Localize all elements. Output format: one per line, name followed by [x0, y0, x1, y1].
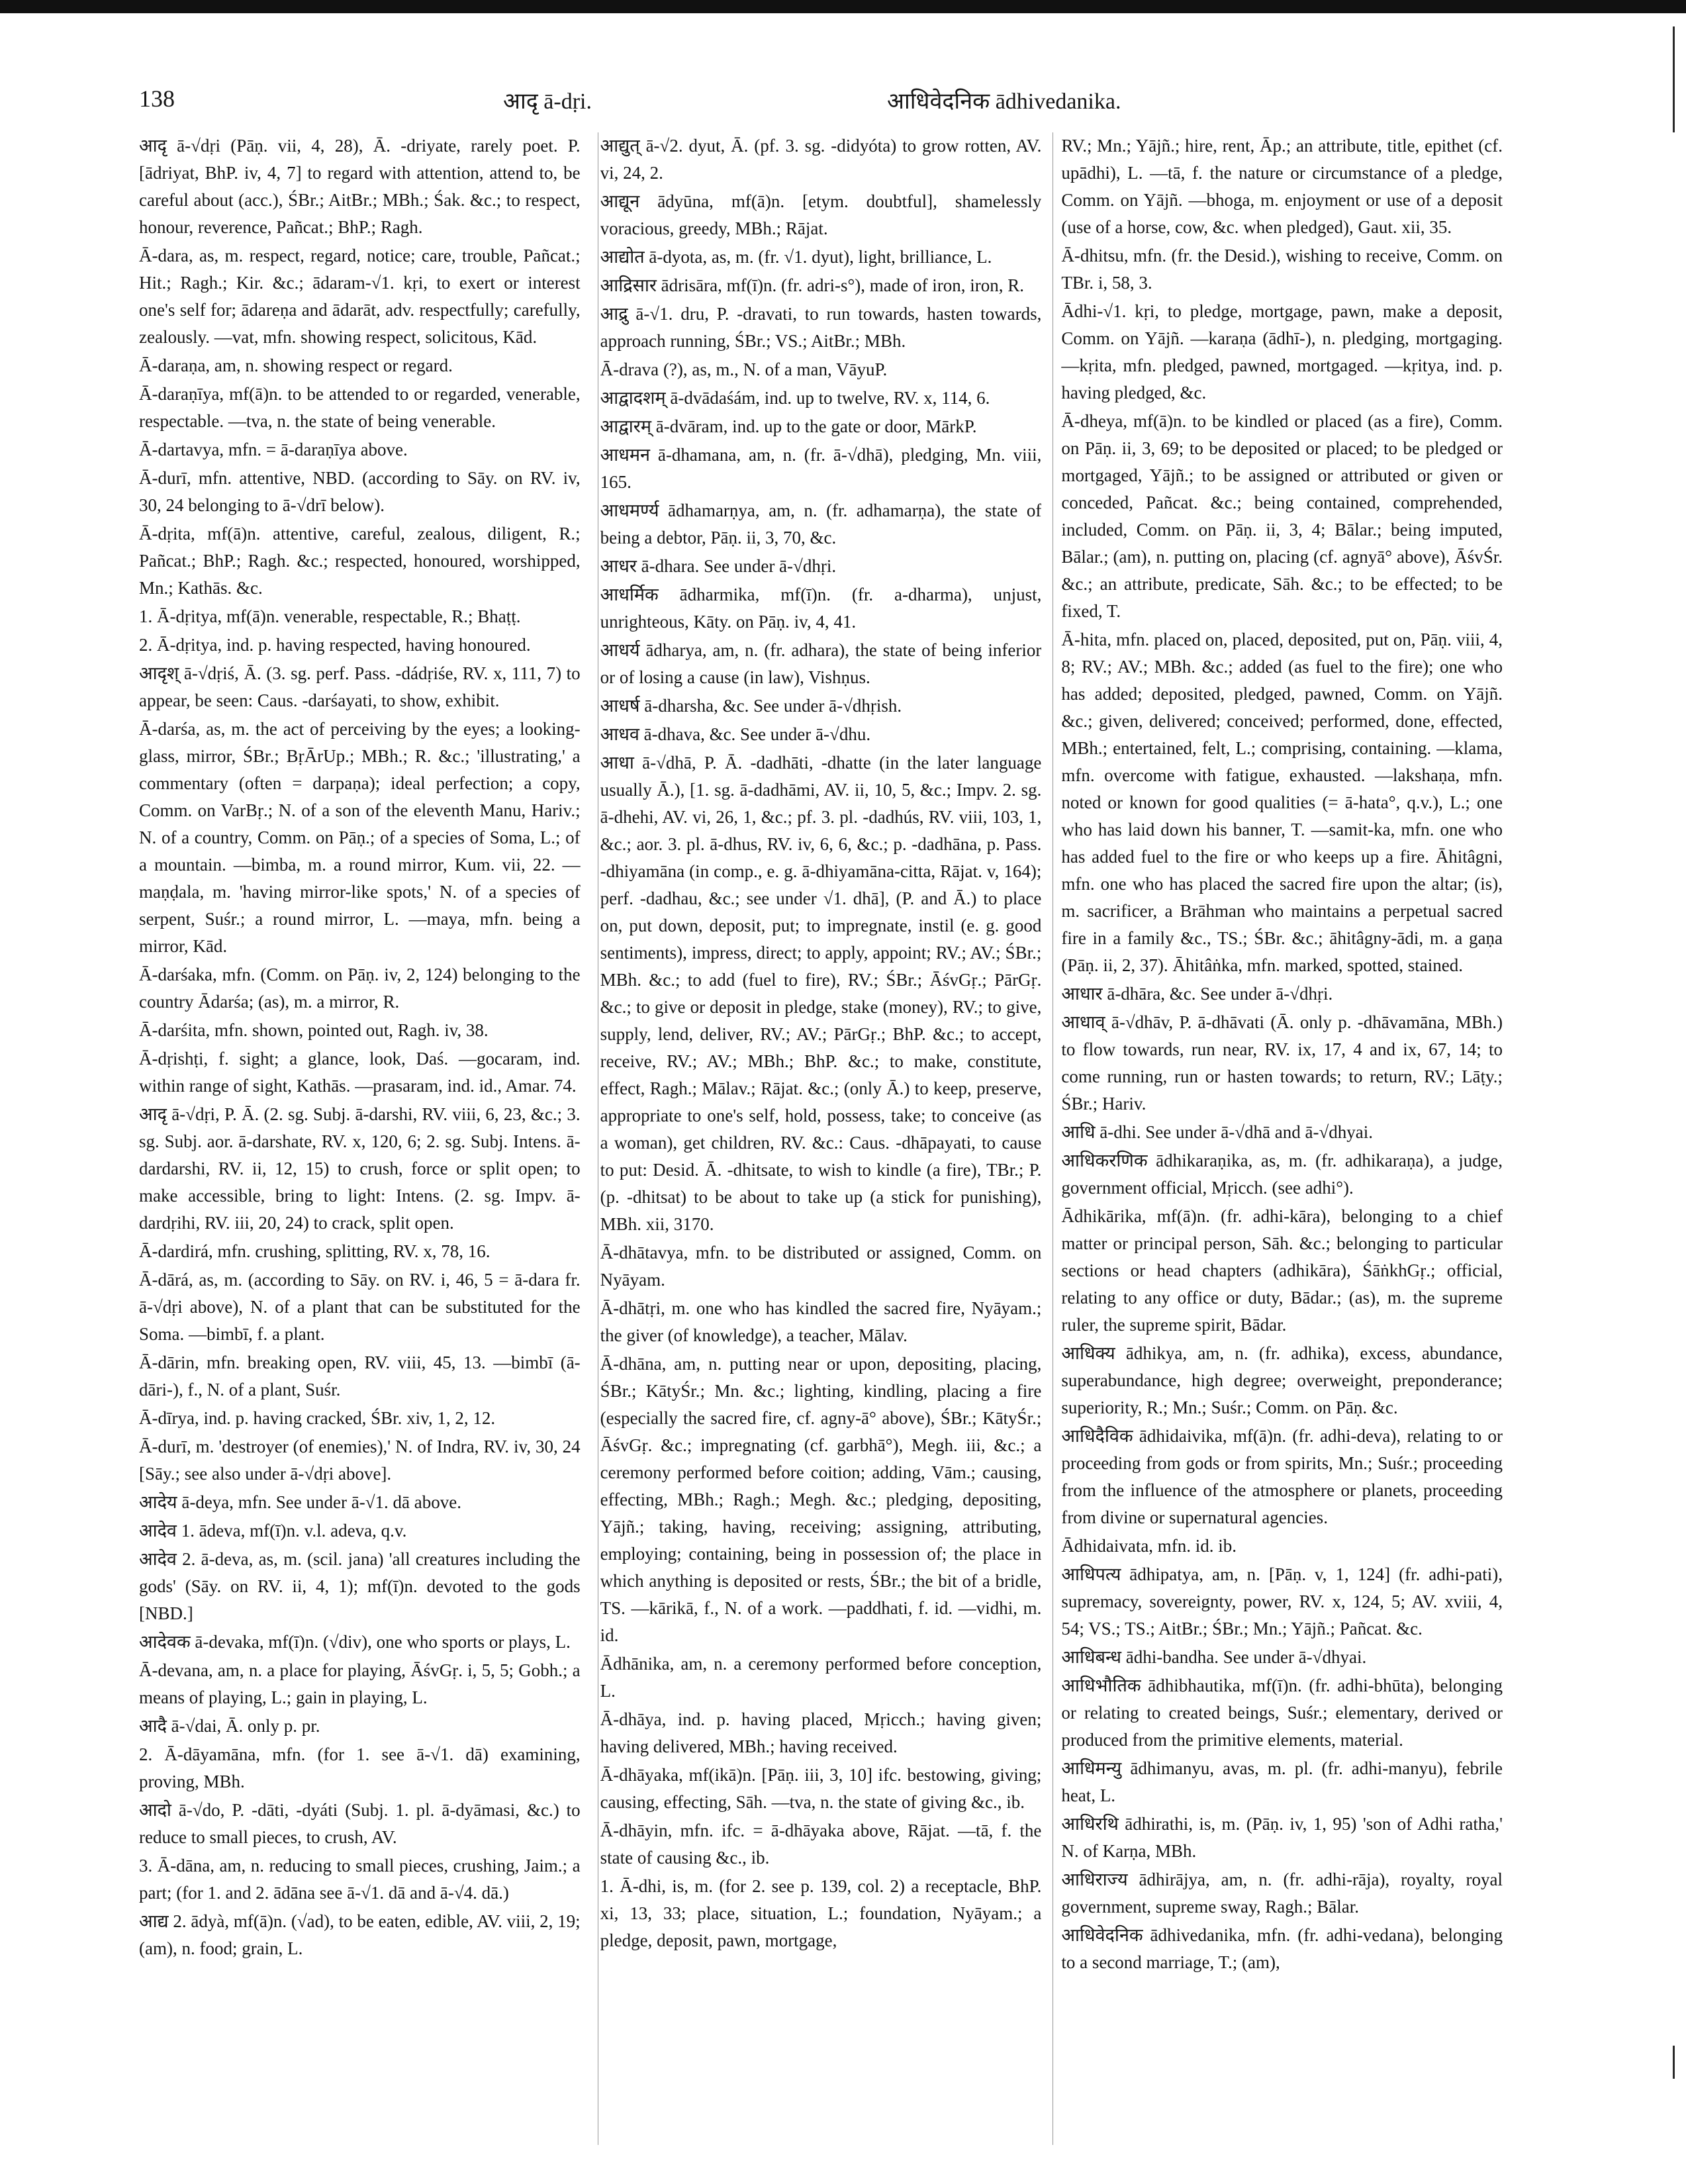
dictionary-entry: Ā-dartavya, mfn. = ā-daraṇīya above.	[139, 440, 408, 459]
dictionary-entry: आद्वारम् ā-dvāram, ind. up to the gate or door, MārkP.	[600, 416, 977, 436]
dictionary-entry: Ā-daraṇa, am, n. showing respect or regard.	[139, 356, 453, 375]
dictionary-entry: Ā-durī, mfn. attentive, NBD. (according to Sāy. on RV. iv, 30, 24 belonging to ā-√drī below).	[139, 468, 581, 515]
dictionary-entry: आधिकरणिक ādhikaraṇika, as, m. (fr. adhikaraṇa), a judge, government official, Mṛicch. (see adhi°).	[1061, 1151, 1503, 1198]
page-number: 138	[139, 85, 175, 112]
dictionary-entry: Ā-dhāya, ind. p. having placed, Mṛicch.; having given; having delivered, MBh.; having received.	[600, 1709, 1042, 1756]
dictionary-entry: आदृ ā-√dṛi, P. Ā. (2. sg. Subj. ā-darshi, RV. viii, 6, 23, &c.; 3. sg. Subj. aor. ā-darshate, RV. x, 120, 6; 2. sg. Subj. Intens. ā-dardarshi, RV. ii, 12, 15) to crush, force or split open; to make accessible, bring to light: Intens. (2. sg. Impv. ā-dardṛihi, RV. iii, 20, 24) to crack, split open.	[139, 1104, 581, 1233]
dictionary-entry: Ā-devana, am, n. a place for playing, ĀśvGṛ. i, 5, 5; Gobh.; a means of playing, L.; gain in playing, L.	[139, 1660, 581, 1707]
top-edge-rule	[0, 0, 1686, 13]
dictionary-entry: आधिमन्यु ādhimanyu, avas, m. pl. (fr. adhi-manyu), febrile heat, L.	[1061, 1758, 1503, 1805]
dictionary-entry: Ā-durī, m. 'destroyer (of enemies),' N. of Indra, RV. iv, 30, 24 [Sāy.; see also under ā-√dṛi above].	[139, 1437, 581, 1484]
dictionary-entry: Ā-darśa, as, m. the act of perceiving by the eyes; a looking-glass, mirror, ŚBr.; BṛĀrUp.; MBh.; R. &c.; 'illustrating,' a commentary (often = darpaṇa); ideal perfection; a copy, Comm. on VarBṛ.; N. of a son of the eleventh Manu, Hariv.; N. of a country, Comm. on Pāṇ.; of a species of Soma, L.; of a mountain. —bimba, m. a round mirror, Kum. vii, 22. —maṇḍala, m. 'having mirror-like spots,' N. of a species of serpent, Suśr.; a round mirror, L. —maya, mfn. being a mirror, Kād.	[139, 719, 581, 956]
dictionary-entry: Ādhānika, am, n. a ceremony performed before conception, L.	[600, 1654, 1042, 1701]
dictionary-entry: Ā-dhāyaka, mf(ikā)n. [Pāṇ. iii, 3, 10] ifc. bestowing, giving; causing, effecting, Sāh. —tva, n. the state of giving &c., ib.	[600, 1765, 1042, 1812]
dictionary-entry: आदेव 2. ā-deva, as, m. (scil. jana) 'all creatures including the gods' (Sāy. on RV. ii, 4, 1); mf(ī)n. devoted to the gods [NBD.]	[139, 1549, 581, 1623]
dictionary-entry: Ā-dhātavya, mfn. to be distributed or assigned, Comm. on Nyāyam.	[600, 1243, 1042, 1290]
dictionary-entry: आधर्मिक ādharmika, mf(ī)n. (fr. a-dharma), unjust, unrighteous, Kāty. on Pāṇ. iv, 4, 41.	[600, 585, 1042, 632]
dictionary-entry: Ā-dhāna, am, n. putting near or upon, depositing, placing, ŚBr.; KātyŚr.; Mn. &c.; lighting, kindling, placing a fire (especially the sacred fire, cf. agny-ā° above), ŚBr.; KātyŚr.; ĀśvGṛ. &c.; impregnating (cf. garbhā°), Megh. iii, &c.; a ceremony performed before coition; adding, Vām.; causing, effecting, MBh.; Ragh.; Megh. &c.; pledging, depositing, Yājñ.; taking, having, receiving; assigning, attributing, employing; containing, being in possession of; the place in which anything is deposited or rests, ŚBr.; the bit of a bridle, TS. —kārikā, f., N. of a work. —paddhati, f. id. —vidhi, m. id.	[600, 1354, 1042, 1645]
dictionary-entry: आदेवक ā-devaka, mf(ī)n. (√div), one who sports or plays, L.	[139, 1632, 571, 1652]
header-last-headword: आधिवेदनिक ādhivedanika.	[887, 89, 1121, 114]
dictionary-entry: 3. Ā-dāna, am, n. reducing to small pieces, crushing, Jaim.; a part; (for 1. and 2. ādāna see ā-√1. dā and ā-√4. dā.)	[139, 1856, 581, 1903]
dictionary-entry: आधव ā-dhava, &c. See under ā-√dhu.	[600, 724, 871, 744]
dictionary-entry: Ā-dara, as, m. respect, regard, notice; care, trouble, Pañcat.; Hit.; Ragh.; Kir. &c.; ādaram-√1. kṛi, to exert or interest one's self for; ādareṇa and ādarāt, adv. respectfully; carefully, zealously. —vat, mfn. showing respect, solicitous, Kād.	[139, 246, 581, 347]
column-2	[600, 132, 1042, 2145]
dictionary-entry: आधार ā-dhāra, &c. See under ā-√dhṛi.	[1061, 984, 1333, 1004]
dictionary-entry: आधिभौतिक ādhibhautika, mf(ī)n. (fr. adhi-bhūta), belonging or relating to created beings, Suśr.; elementary, derived or produced from the primitive elements, material.	[1061, 1676, 1503, 1750]
dictionary-entry: आदेय ā-deya, mfn. See under ā-√1. dā above.	[139, 1492, 461, 1512]
dictionary-entry: आद्रु ā-√1. dru, P. -dravati, to run towards, hasten towards, approach running, ŚBr.; VS.; AitBr.; MBh.	[600, 304, 1042, 351]
dictionary-entry: आदृश् ā-√dṛiś, Ā. (3. sg. perf. Pass. -dádṛiśe, RV. x, 111, 7) to appear, be seen: Caus. -darśayati, to show, exhibit.	[139, 663, 581, 710]
dictionary-entry: आधमर्ण्य ādhamarṇya, am, n. (fr. adhamarṇa), the state of being a debtor, Pāṇ. ii, 3, 70, &c.	[600, 500, 1042, 547]
dictionary-entry: Ā-hita, mfn. placed on, placed, deposited, put on, Pāṇ. viii, 4, 8; RV.; AV.; MBh. &c.; added (as fuel to the fire); one who has added; deposited, pledged, pawned, Comm. on Yājñ. &c.; given, delivered; conceived; performed, done, effected, MBh.; entertained, felt, L.; comprising, containing. —klama, mfn. overcome with fatigue, exhausted. —lakshaṇa, mfn. noted or known for good qualities (= ā-hata°, q.v.), L.; one who has laid down his banner, T. —samit-ka, mfn. one who has added fuel to the fire or who keeps up a fire. Āhitâgni, mfn. one who has placed the sacred fire upon the altar; (is), m. sacrificer, a Brāhman who maintains a perpetual sacred fire in a family &c., TS.; ŚBr. &c.; āhitâgny-ādi, m. a gaṇa (Pāṇ. ii, 2, 37). Āhitâṅka, mfn. marked, spotted, stained.	[1061, 630, 1503, 975]
dictionary-entry: 1. Ā-dhi, is, m. (for 2. see p. 139, col. 2) a receptacle, BhP. xi, 13, 33; place, situation, L.; foundation, Nyāyam.; a pledge, deposit, pawn, mortgage,	[600, 1876, 1042, 1950]
dictionary-entry: आधिरथि ādhirathi, is, m. (Pāṇ. iv, 1, 95) 'son of Adhi ratha,' N. of Karṇa, MBh.	[1061, 1814, 1503, 1861]
dictionary-entry: आद्यून ādyūna, mf(ā)n. [etym. doubtful], shamelessly voracious, greedy, MBh.; Rājat.	[600, 191, 1042, 238]
dictionary-entry: Ā-daraṇīya, mf(ā)n. to be attended to or regarded, venerable, respectable. —tva, n. the state of being venerable.	[139, 384, 581, 431]
dictionary-entry: Ā-darśaka, mfn. (Comm. on Pāṇ. iv, 2, 124) belonging to the country Ādarśa; (as), m. a mirror, R.	[139, 965, 581, 1012]
dictionary-entry: Ā-dhāyin, mfn. ifc. = ā-dhāyaka above, Rājat. —tā, f. the state of causing &c., ib.	[600, 1821, 1042, 1868]
dictionary-entry: आधर्य ādharya, am, n. (fr. adhara), the state of being inferior or of losing a cause (in law), Vishṇus.	[600, 640, 1042, 687]
dictionary-entry: आदै ā-√dai, Ā. only p. pr.	[139, 1716, 320, 1736]
dictionary-entry: Ā-darśita, mfn. shown, pointed out, Ragh. iv, 38.	[139, 1020, 489, 1040]
dictionary-entry: Ādhi-√1. kṛi, to pledge, mortgage, pawn, make a deposit, Comm. on Yājñ. —karaṇa (ādhī-), n. pledging, mortgaging. —kṛita, mfn. pledged, pawned, mortgaged. —kṛitya, ind. p. having pledged, &c.	[1061, 301, 1503, 403]
dictionary-entry: RV.; Mn.; Yājñ.; hire, rent, Āp.; an attribute, title, epithet (cf. upādhi), L. —tā, f. the nature or circumstance of a pledge, Comm. on Yājñ. —bhoga, m. enjoyment or use of a deposit (use of a horse, cow, &c. when pledged), Gaut. xii, 35.	[1061, 136, 1503, 237]
dictionary-entry: आधिराज्य ādhirājya, am, n. (fr. adhi-rāja), royalty, royal government, supreme sway, Ragh.; Bālar.	[1061, 1870, 1503, 1917]
dictionary-columns	[139, 132, 1503, 2145]
dictionary-entry: आदेव 1. ādeva, mf(ī)n. v.l. adeva, q.v.	[139, 1521, 407, 1541]
dictionary-entry: Ādhidaivata, mfn. id. ib.	[1061, 1536, 1237, 1556]
dictionary-entry: Ā-dṛishṭi, f. sight; a glance, look, Daś. —gocaram, ind. within range of sight, Kathās. —prasaram, ind. id., Amar. 74.	[139, 1049, 581, 1096]
dictionary-entry: Ā-dīrya, ind. p. having cracked, ŚBr. xiv, 1, 2, 12.	[139, 1408, 496, 1428]
dictionary-entry: आधिबन्ध ādhi-bandha. See under ā-√dhyai.	[1061, 1647, 1367, 1667]
dictionary-entry: आद्युत् ā-√2. dyut, Ā. (pf. 3. sg. -didyóta) to grow rotten, AV. vi, 24, 2.	[600, 136, 1042, 183]
dictionary-entry: Ādhikārika, mf(ā)n. (fr. adhi-kāra), belonging to a chief matter or principal person, Sāh. &c.; belonging to particular sections or head chapters (adhikāra), ŚāṅkhGṛ.; official, relating to any office or duty, Bādar.; (as), m. the supreme ruler, the supreme spirit, Bādar.	[1061, 1206, 1503, 1335]
dictionary-entry: Ā-drava (?), as, m., N. of a man, VāyuP.	[600, 359, 888, 379]
dictionary-entry: आधा ā-√dhā, P. Ā. -dadhāti, -dhatte (in the later language usually Ā.), [1. sg. ā-dadhāmi, AV. ii, 10, 5, &c.; Impv. 2. sg. ā-dhehi, AV. vi, 26, 1, &c.; pf. 3. pl. -dadhús, RV. viii, 103, 1, &c.; aor. 3. pl. ā-dhus, RV. iv, 6, 6, &c.; p. -dadhāna, p. Pass. -dhiyamāna (in comp., e. g. ā-dhiyamāna-citta, Rājat. v, 164); perf. -dadhau, &c.; see under √1. dhā], (P. and Ā.) to place on, put down, deposit, put; to impregnate, instil (e. g. good sentiments), impress, direct; to apply, appoint; RV.; AV.; ŚBr.; MBh. &c.; to add (fuel to fire), RV.; ŚBr.; ĀśvGṛ.; PārGṛ. &c.; to give or deposit in pledge, stake (money), RV.; to give, supply, lend, deliver, RV.; AV.; PārGṛ.; BhP. &c.; to accept, receive, RV.; AV.; MBh.; BhP. &c.; to make, constitute, effect, Ragh.; Mālav.; Rājat. &c.; (only Ā.) to keep, preserve, appropriate to one's self, hold, possess, take; to conceive (as a woman), get children, RV. &c.: Caus. -dhāpayati, to cause to put: Desid. Ā. -dhitsate, to wish to kindle (a fire), TBr.; P. (p. -dhitsat) to be about to take up (a stick for punishing), MBh. xii, 3170.	[600, 753, 1042, 1234]
dictionary-entry: Ā-dārá, as, m. (according to Sāy. on RV. i, 46, 5 = ā-dara fr. ā-√dṛi above), N. of a plant that can be substituted for the Soma. —bimbī, f. a plant.	[139, 1270, 581, 1344]
page-header	[139, 85, 1499, 124]
dictionary-entry: Ā-dhātṛi, m. one who has kindled the sacred fire, Nyāyam.; the giver (of knowledge), a teacher, Mālav.	[600, 1298, 1042, 1345]
dictionary-entry: आद्रिसार ādrisāra, mf(ī)n. (fr. adri-s°), made of iron, iron, R.	[600, 275, 1025, 295]
dictionary-entry: आदृ ā-√dṛi (Pāṇ. vii, 4, 28), Ā. -driyate, rarely poet. P. [ādriyat, BhP. iv, 4, 7] to regard with attention, attend to, be careful about (acc.), ŚBr.; AitBr.; MBh.; Śak. &c.; to respect, honour, reverence, Pañcat.; BhP.; Ragh.	[139, 136, 581, 237]
dictionary-entry: आधिक्य ādhikya, am, n. (fr. adhika), excess, abundance, superabundance, high degree; overweight, preponderance; superiority, R.; Mn.; Suśr.; Comm. on Pāṇ. &c.	[1061, 1343, 1503, 1417]
dictionary-entry: 2. Ā-dṛitya, ind. p. having respected, having honoured.	[139, 635, 531, 655]
dictionary-entry: Ā-dhitsu, mfn. (fr. the Desid.), wishing to receive, Comm. on TBr. i, 58, 3.	[1061, 246, 1503, 293]
dictionary-entry: 1. Ā-dṛitya, mf(ā)n. venerable, respectable, R.; Bhaṭṭ.	[139, 606, 521, 626]
dictionary-entry: Ā-dṛita, mf(ā)n. attentive, careful, zealous, diligent, R.; Pañcat.; BhP.; Ragh. &c.; respected, honoured, worshipped, Mn.; Kathās. &c.	[139, 524, 581, 598]
dictionary-entry: आधर ā-dhara. See under ā-√dhṛi.	[600, 556, 837, 576]
dictionary-entry: 2. Ā-dāyamāna, mfn. (for 1. see ā-√1. dā) examining, proving, MBh.	[139, 1744, 581, 1791]
dictionary-entry: आधिदैविक ādhidaivika, mf(ā)n. (fr. adhi-deva), relating to or proceeding from gods or from spirits, Mn.; Suśr.; proceeding from the influence of the atmosphere or planets, proceeding from divine or supernatural agencies.	[1061, 1426, 1503, 1527]
dictionary-entry: आधमन ā-dhamana, am, n. (fr. ā-√dhā), pledging, Mn. viii, 165.	[600, 445, 1042, 492]
dictionary-entry: आधिपत्य ādhipatya, am, n. [Pāṇ. v, 1, 124] (fr. adhi-pati), supremacy, sovereignty, power, RV. x, 124, 5; AV. xviii, 4, 54; VS.; TS.; AitBr.; ŚBr.; Mn.; Yājñ.; Pañcat. &c.	[1061, 1564, 1503, 1638]
dictionary-entry: आधर्ष ā-dharsha, &c. See under ā-√dhṛish.	[600, 696, 902, 716]
dictionary-entry: Ā-dardirá, mfn. crushing, splitting, RV. x, 78, 16.	[139, 1241, 491, 1261]
dictionary-entry: आधि ā-dhi. See under ā-√dhā and ā-√dhyai.	[1061, 1122, 1374, 1142]
column-1	[139, 132, 581, 2145]
header-first-headword: आदृ ā-dṛi.	[503, 89, 592, 114]
column-3	[1061, 132, 1503, 2145]
dictionary-entry: आधाव् ā-√dhāv, P. ā-dhāvati (Ā. only p. -dhāvamāna, MBh.) to flow towards, run near, RV. ix, 17, 4 and ix, 67, 14; to come running, run or hasten towards; to return, RV.; Lāṭy.; ŚBr.; Hariv.	[1061, 1012, 1503, 1114]
dictionary-entry: आद्योत ā-dyota, as, m. (fr. √1. dyut), light, brilliance, L.	[600, 247, 992, 267]
page-edge-marks	[1673, 26, 1677, 2079]
dictionary-entry: आद्य 2. ādyà, mf(ā)n. (√ad), to be eaten, edible, AV. viii, 2, 19; (am), n. food; grain, L.	[139, 1911, 581, 1958]
dictionary-entry: Ā-dārin, mfn. breaking open, RV. viii, 45, 13. —bimbī (ā-dāri-), f., N. of a plant, Suśr.	[139, 1353, 581, 1400]
dictionary-entry: आद्वादशम् ā-dvādaśám, ind. up to twelve, RV. x, 114, 6.	[600, 388, 990, 408]
dictionary-entry: Ā-dheya, mf(ā)n. to be kindled or placed (as a fire), Comm. on Pāṇ. ii, 3, 69; to be deposited or placed; to be pledged or mortgaged, Yājñ.; to be assigned or attributed or given or conceded, Pañcat. &c.; being contained, comprehended, included, Comm. on Pāṇ. ii, 3, 4; Bālar.; being imputed, Bālar.; (am), n. putting on, placing (cf. agnyā° above), ĀśvŚr. &c.; an attribute, predicate, Sāh. &c.; to be effected; to be fixed, T.	[1061, 411, 1503, 621]
dictionary-entry: आदो ā-√do, P. -dāti, -dyáti (Subj. 1. pl. ā-dyāmasi, &c.) to reduce to small pieces, to crush, AV.	[139, 1800, 581, 1847]
dictionary-entry: आधिवेदनिक ādhivedanika, mfn. (fr. adhi-vedana), belonging to a second marriage, T.; (am),	[1061, 1925, 1503, 1972]
